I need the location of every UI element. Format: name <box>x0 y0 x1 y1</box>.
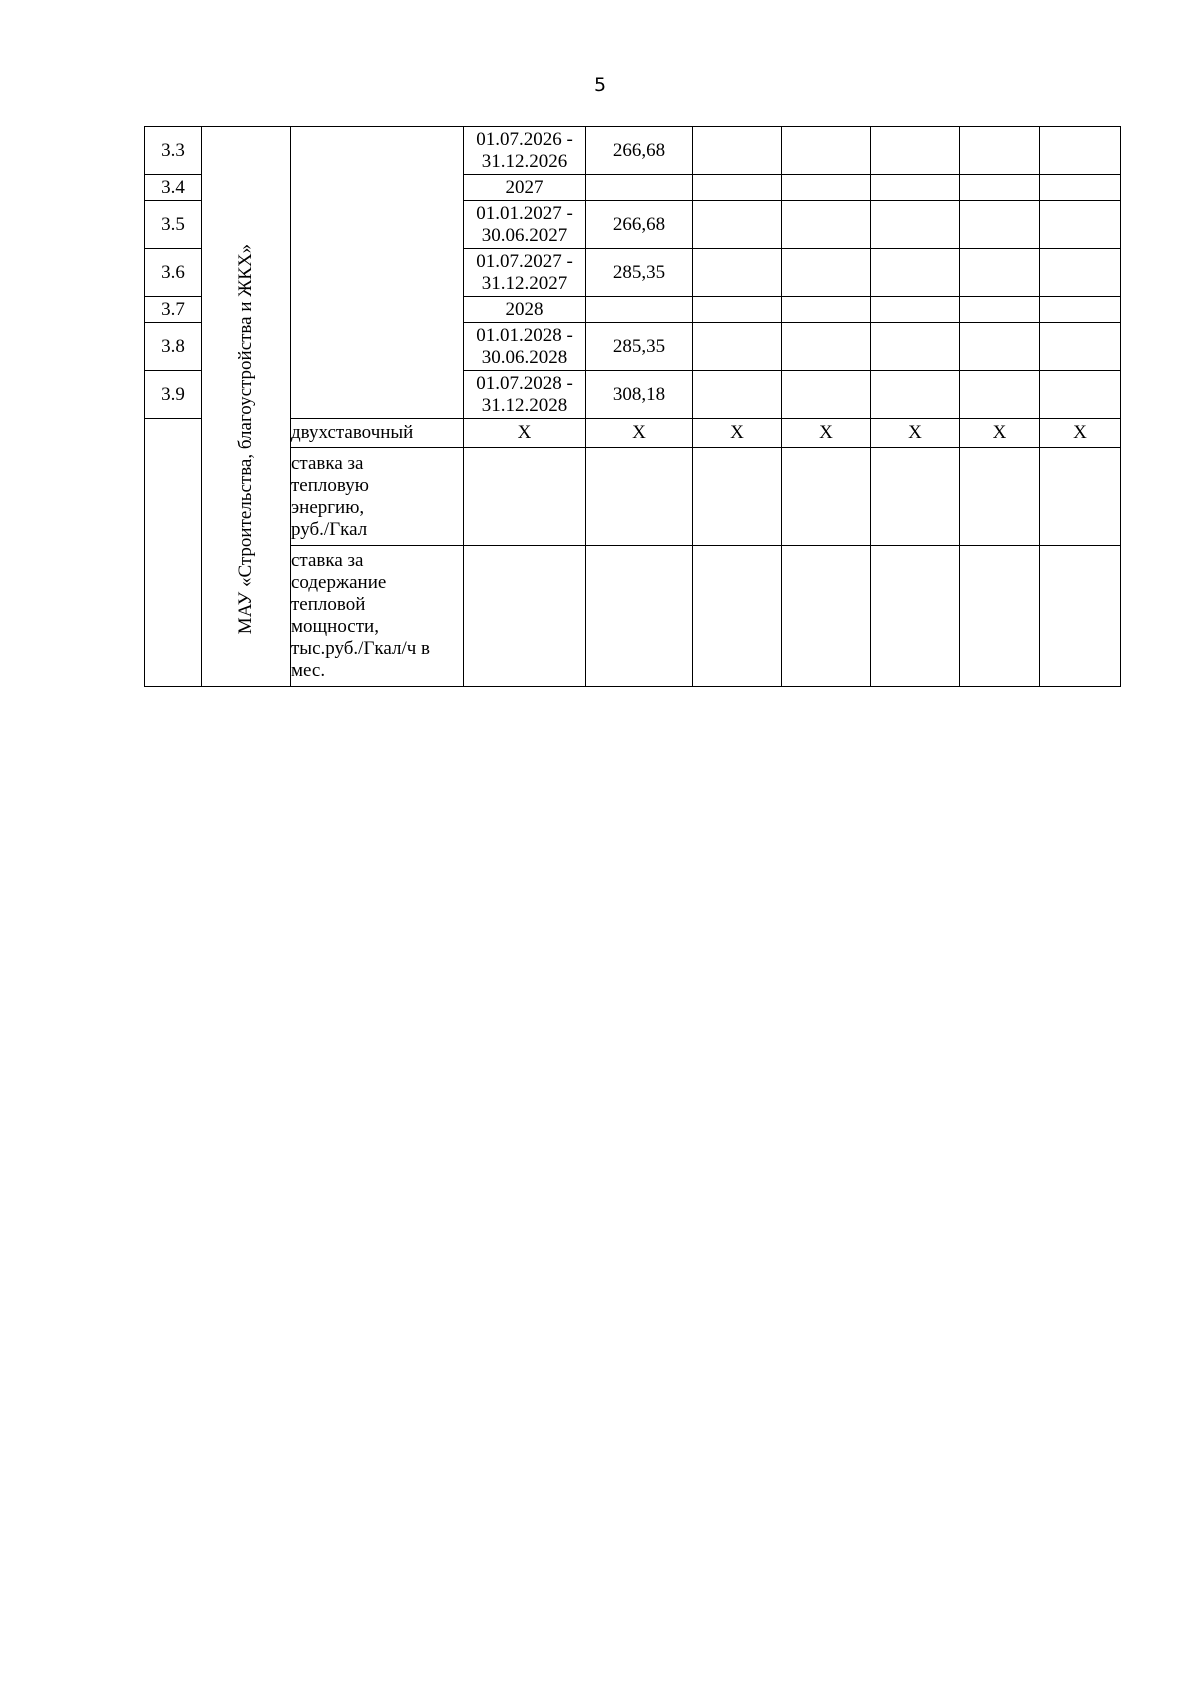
period-cell <box>464 249 586 297</box>
row-number: 3.9 <box>145 371 202 419</box>
row-number: 3.3 <box>145 127 202 175</box>
tariff-value: 308,18 <box>586 371 693 419</box>
empty-cell <box>464 448 586 546</box>
empty-cell <box>586 448 693 546</box>
page-number: 5 <box>593 74 607 96</box>
empty-cell <box>782 175 871 201</box>
period-end: 31.12.2028 <box>481 394 568 416</box>
label-line: ставка за <box>291 550 364 571</box>
empty-cell <box>960 127 1040 175</box>
empty-cell <box>693 249 782 297</box>
empty-cell <box>693 175 782 201</box>
empty-cell <box>871 249 960 297</box>
tariff-value: 285,35 <box>586 323 693 371</box>
empty-cell <box>1040 297 1121 323</box>
empty-cell <box>960 448 1040 546</box>
empty-cell <box>782 546 871 687</box>
tariff-table <box>144 126 1121 687</box>
empty-cell <box>960 201 1040 249</box>
period-cell <box>464 323 586 371</box>
empty-cell <box>782 249 871 297</box>
empty-cell <box>960 175 1040 201</box>
row-number: 3.4 <box>145 175 202 201</box>
period-start: 01.01.2027 - <box>476 202 573 224</box>
organization-cell <box>202 127 291 687</box>
empty-cell <box>871 297 960 323</box>
two-rate-label: двухставочный <box>291 419 464 448</box>
label-line: руб./Гкал <box>291 518 368 540</box>
not-applicable-mark: X <box>464 419 586 448</box>
label-line: ставка за <box>291 452 364 474</box>
row-number: 3.5 <box>145 201 202 249</box>
period-start: 01.07.2027 - <box>476 250 573 272</box>
empty-cell <box>1040 127 1121 175</box>
empty-cell <box>960 371 1040 419</box>
empty-cell <box>693 297 782 323</box>
empty-cell <box>693 201 782 249</box>
label-line: тепловой <box>291 594 366 615</box>
empty-cell <box>782 201 871 249</box>
empty-cell <box>782 323 871 371</box>
empty-cell <box>782 127 871 175</box>
empty-cell <box>871 175 960 201</box>
period-cell <box>464 127 586 175</box>
empty-cell <box>1040 323 1121 371</box>
not-applicable-mark: X <box>782 419 871 448</box>
period-end: 31.12.2027 <box>481 272 568 294</box>
empty-cell <box>960 297 1040 323</box>
empty-cell <box>586 546 693 687</box>
period-end: 31.12.2026 <box>481 150 568 172</box>
empty-cell <box>693 546 782 687</box>
tariff-value: 266,68 <box>586 127 693 175</box>
label-line: тыс.руб./Гкал/ч в <box>291 638 431 659</box>
empty-cell <box>871 371 960 419</box>
not-applicable-mark: X <box>693 419 782 448</box>
period-end: 30.06.2027 <box>481 224 568 246</box>
empty-number-cell <box>145 419 202 687</box>
period-cell <box>464 201 586 249</box>
period-cell <box>464 371 586 419</box>
empty-cell <box>871 127 960 175</box>
empty-cell <box>1040 371 1121 419</box>
empty-cell <box>1040 249 1121 297</box>
tariff-value <box>586 175 693 201</box>
table-row <box>145 419 1121 448</box>
label-line: содержание <box>291 572 387 593</box>
empty-cell <box>871 546 960 687</box>
row-number: 3.8 <box>145 323 202 371</box>
not-applicable-mark: X <box>1040 419 1121 448</box>
empty-cell <box>871 201 960 249</box>
not-applicable-mark: X <box>871 419 960 448</box>
empty-cell <box>693 323 782 371</box>
empty-cell <box>291 127 464 419</box>
empty-cell <box>693 127 782 175</box>
not-applicable-mark: X <box>960 419 1040 448</box>
empty-cell <box>960 323 1040 371</box>
period-start: 01.01.2028 - <box>476 324 573 346</box>
empty-cell <box>1040 175 1121 201</box>
row-number: 3.7 <box>145 297 202 323</box>
table-row <box>145 127 1121 175</box>
period-start: 01.07.2026 - <box>476 128 573 150</box>
tariff-value: 266,68 <box>586 201 693 249</box>
period-year: 2027 <box>464 175 586 201</box>
empty-cell <box>1040 546 1121 687</box>
tariff-value: 285,35 <box>586 249 693 297</box>
empty-cell <box>960 249 1040 297</box>
empty-cell <box>693 371 782 419</box>
period-year: 2028 <box>464 297 586 323</box>
empty-cell <box>464 546 586 687</box>
empty-cell <box>960 546 1040 687</box>
not-applicable-mark: X <box>586 419 693 448</box>
empty-cell <box>871 323 960 371</box>
table-row <box>145 546 1121 687</box>
label-line: мес. <box>291 660 326 681</box>
energy-rate-label <box>291 448 464 546</box>
label-line: энергию, <box>291 496 365 518</box>
capacity-rate-label <box>291 546 464 687</box>
organization-name: МАУ «Строительства, благоустройства и ЖКХ» <box>235 243 256 635</box>
empty-cell <box>1040 201 1121 249</box>
empty-cell <box>693 448 782 546</box>
period-end: 30.06.2028 <box>481 346 568 368</box>
empty-cell <box>871 448 960 546</box>
empty-cell <box>1040 448 1121 546</box>
label-line: мощности, <box>291 616 379 637</box>
label-line: тепловую <box>291 474 369 496</box>
row-number: 3.6 <box>145 249 202 297</box>
period-start: 01.07.2028 - <box>476 372 573 394</box>
table-row <box>145 448 1121 546</box>
empty-cell <box>782 297 871 323</box>
tariff-value <box>586 297 693 323</box>
empty-cell <box>782 448 871 546</box>
empty-cell <box>782 371 871 419</box>
